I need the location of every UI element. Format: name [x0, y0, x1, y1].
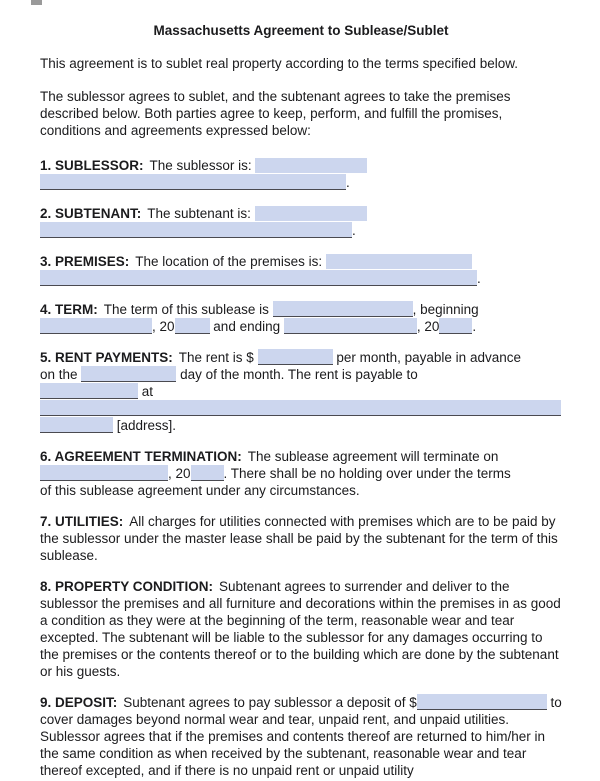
- premises-location-continuation-field[interactable]: [40, 270, 477, 286]
- subtenant-name-field[interactable]: [255, 206, 367, 221]
- term-begin-year-field[interactable]: [175, 318, 210, 334]
- clause-7-text: All charges for utilities connected with premises which are to be paid by the sublessor under the master lease shall be paid by the subtenant for the term of this sublease.: [40, 514, 558, 563]
- clause-1-period: .: [346, 175, 350, 190]
- deposit-amount-field[interactable]: [417, 694, 547, 710]
- clause-6-text-2: , 20: [168, 466, 191, 481]
- sublessor-name-field[interactable]: [255, 158, 367, 173]
- termination-date-field[interactable]: [40, 465, 168, 481]
- clause-6-number-label: 6. AGREEMENT TERMINATION:: [40, 449, 242, 464]
- sublessor-name-continuation-field[interactable]: [40, 174, 346, 190]
- clause-4-period: .: [472, 319, 477, 334]
- premises-location-field[interactable]: [326, 254, 472, 269]
- clause-5-number-label: 5. RENT PAYMENTS:: [40, 350, 173, 365]
- clause-term: [40, 301, 562, 335]
- clause-4-text-1: The term of this sublease is: [103, 302, 269, 317]
- clause-3-period: .: [477, 271, 481, 286]
- intro-paragraph: This agreement is to sublet real property according to the terms specified below.: [40, 56, 518, 71]
- clause-4-text-3: , 20: [152, 319, 175, 334]
- rent-payee-address-field[interactable]: [40, 400, 561, 416]
- term-length-field[interactable]: [273, 301, 413, 317]
- termination-year-field[interactable]: [191, 465, 224, 481]
- clause-4-text-5: , 20: [416, 319, 440, 334]
- clause-8-text: Subtenant agrees to surrender and deliver to the sublessor the premises and all furniture and decorations within the premises in as good a condition as they were at the beginning of the term, reasonable wear and tear excepted. The subtenant will be liable to the sublessor for any damages occurring to the premises or the contents thereof or to the building which are done by the subtenant or his guests.: [40, 579, 561, 679]
- clause-3-text: The location of the premises is:: [135, 254, 323, 269]
- clause-4-text-4: and ending: [213, 319, 281, 334]
- clause-7-number-label: 7. UTILITIES:: [40, 514, 124, 529]
- clause-5-text-1: The rent is $: [178, 350, 254, 365]
- term-begin-date-field[interactable]: [40, 318, 152, 334]
- clause-5-text-6: [address].: [116, 418, 177, 433]
- clause-5-text-4: day of the month. The rent is payable to: [180, 367, 418, 382]
- clause-premises: [40, 253, 562, 287]
- clause-agreement-termination: [40, 448, 562, 499]
- clause-2-text: The subtenant is:: [147, 206, 251, 221]
- clause-deposit: [40, 694, 562, 779]
- document-title: Massachusetts Agreement to Sublease/Sublet: [153, 23, 449, 38]
- rent-payee-field[interactable]: [40, 383, 138, 399]
- clause-8-number-label: 8. PROPERTY CONDITION:: [40, 579, 214, 594]
- term-end-year-field[interactable]: [439, 318, 472, 334]
- subtenant-name-continuation-field[interactable]: [40, 222, 352, 238]
- clause-9-text-1: Subtenant agrees to pay sublessor a deposit of $: [123, 695, 417, 710]
- clause-9-text-2: to cover damages beyond normal wear and tear, unpaid rent, and unpaid utilities. Sublessor agrees that if the premises and contents thereof are returned to him/her in the same condition as when received by the subtenant, reasonable wear and tear thereof excepted, and if there is no unpaid rent or unpaid utility: [40, 695, 562, 778]
- clause-3-number-label: 3. PREMISES:: [40, 254, 130, 269]
- rent-address-continuation-field[interactable]: [40, 417, 113, 433]
- clause-property-condition: [40, 578, 562, 680]
- clause-sublessor: [40, 157, 562, 191]
- clause-rent-payments: [40, 349, 562, 434]
- clause-6-text-4: of this sublease agreement under any circumstances.: [40, 483, 360, 498]
- clause-subtenant: [40, 205, 562, 239]
- scan-artifact: [31, 0, 42, 5]
- rent-amount-field[interactable]: [258, 349, 333, 365]
- clause-1-number-label: 1. SUBLESSOR:: [40, 158, 144, 173]
- clause-5-text-3: on the: [40, 367, 78, 382]
- clause-2-number-label: 2. SUBTENANT:: [40, 206, 142, 221]
- term-end-date-field[interactable]: [284, 318, 417, 334]
- preamble-paragraph: The sublessor agrees to sublet, and the subtenant agrees to take the premises described below. Both parties agree to keep, perform, and fulfill the promises, conditions and agreements expressed below:: [40, 89, 511, 138]
- clause-4-number-label: 4. TERM:: [40, 302, 98, 317]
- clause-9-number-label: 9. DEPOSIT:: [40, 695, 118, 710]
- clause-utilities: [40, 513, 562, 564]
- clause-1-text: The sublessor is:: [149, 158, 252, 173]
- clause-5-text-5: at: [141, 384, 154, 399]
- clause-2-period: .: [352, 223, 356, 238]
- clause-4-text-2: , beginning: [412, 302, 479, 317]
- clause-5-text-2: per month, payable in advance: [336, 350, 521, 365]
- clause-6-text-3: . There shall be no holding over under the terms: [223, 466, 511, 481]
- clause-6-text-1: The sublease agreement will terminate on: [247, 449, 499, 464]
- rent-due-day-field[interactable]: [81, 366, 176, 382]
